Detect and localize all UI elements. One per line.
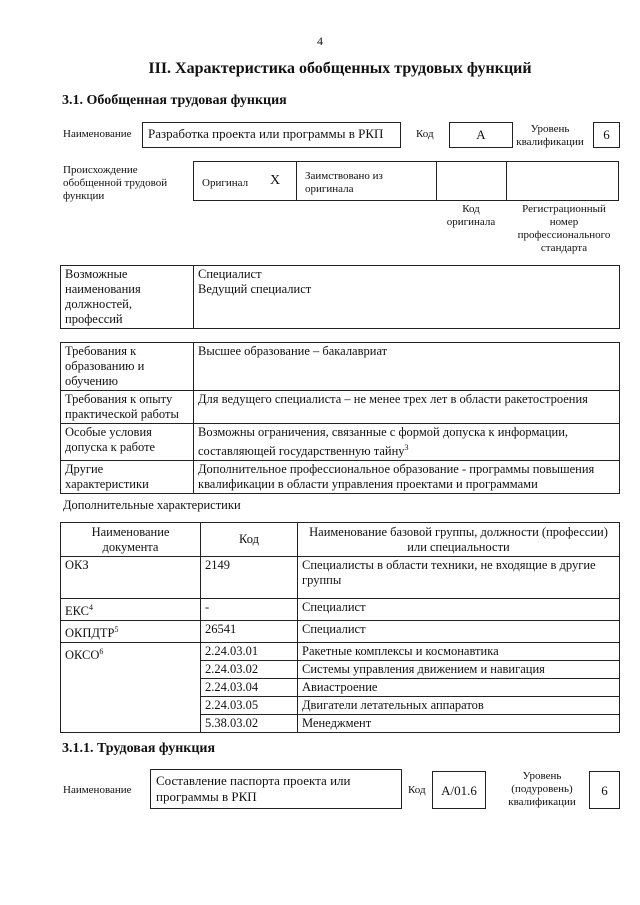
tf-code-label: Код [408,784,426,796]
gtf-name-value: Разработка проекта или программы в РКП [142,122,401,148]
req-label: Особые условия допуска к работе [61,424,194,461]
row-code: 2149 [201,557,298,599]
tf-code-value: А/01.6 [432,771,486,809]
row-name: Менеджмент [298,715,620,733]
tf-level-value: 6 [589,771,620,809]
req-label: Другие характеристики [61,461,194,494]
positions-table [60,265,620,329]
row-name: Авиастроение [298,679,620,697]
row-doc: ЕКС$^4$ [61,599,201,621]
row-code: 2.24.03.05 [201,697,298,715]
tf-name-label: Наименование [63,784,132,796]
positions-values [194,266,620,329]
row-name: Ракетные комплексы и космонавтика [298,643,620,661]
req-value: Возможны ограничения, связанные с формой допуска к информации, составляющей государственную тайну$^3$ [194,424,620,461]
header-code: Код [201,523,298,557]
row-code: 2.24.03.01 [201,643,298,661]
row-code: - [201,599,298,621]
origin-code-caption: Код оригинала [446,203,496,228]
page-number: 4 [317,34,323,48]
gtf-name-label: Наименование [63,128,132,140]
row-name: Специалист [298,621,620,643]
gtf-heading: 3.1. Обобщенная трудовая функция [62,93,287,108]
original-label: Оригинал [202,177,249,189]
req-value: Высшее образование – бакалавриат [194,343,620,391]
row-code: 2.24.03.04 [201,679,298,697]
reg-number-caption: Регистрационный номер профессионального стандарта [517,203,611,254]
borrowed-label: Заимствовано из оригинала [305,170,383,195]
row-code: 26541 [201,621,298,643]
row-name: Специалисты в области техники, не входящие в другие группы [298,557,620,599]
gtf-code-value: А [449,122,513,148]
row-name: Системы управления движением и навигация [298,661,620,679]
tf-heading: 3.1.1. Трудовая функция [62,741,216,756]
row-doc: ОКПДТР$^5$ [61,621,201,643]
section-title: III. Характеристика обобщенных трудовых функций [148,60,532,77]
header-doc: Наименование документа [61,523,201,557]
row-name: Специалист [298,599,620,621]
tf-level-label: Уровень (подуровень) квалификации [508,770,576,808]
req-value: Дополнительное профессиональное образование - программы повышения квалификации в области управления проектами и программами [194,461,620,494]
position-item: Специалист [198,267,262,281]
req-value: Для ведущего специалиста – не менее трех лет в области ракетостроения [194,391,620,424]
req-label: Требования к образованию и обучению [61,343,194,391]
header-name: Наименование базовой группы, должности (профессии) или специальности [298,523,620,557]
gtf-level-label: Уровень квалификации [516,123,584,148]
gtf-code-label: Код [416,128,434,140]
row-doc: ОКСО$^6$ [61,643,201,733]
row-name: Двигатели летательных аппаратов [298,697,620,715]
gtf-level-value: 6 [593,122,620,148]
positions-label: Возможные наименования должностей, профессий [61,266,194,329]
row-doc: ОКЗ [61,557,201,599]
position-item: Ведущий специалист [198,282,312,296]
row-code: 5.38.03.02 [201,715,298,733]
origin-label: Происхождение обобщенной трудовой функции [63,164,168,202]
tf-name-value: Составление паспорта проекта или программы в РКП [150,769,402,809]
original-mark: Х [270,173,281,188]
additional-title: Дополнительные характеристики [63,498,241,512]
req-label: Требования к опыту практической работы [61,391,194,424]
additional-table [60,522,620,733]
requirements-table [60,342,620,494]
row-code: 2.24.03.02 [201,661,298,679]
